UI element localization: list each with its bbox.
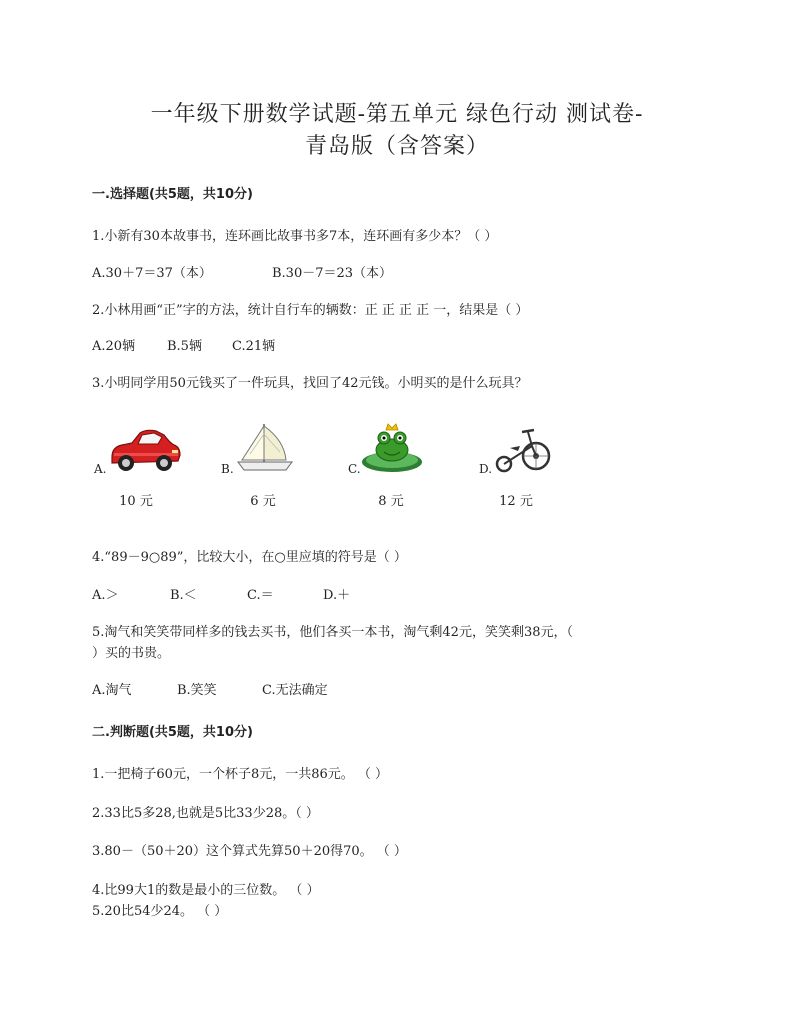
- question-5-option-c: C.无法确定: [262, 683, 328, 698]
- question-4-option-c: C.＝: [247, 588, 274, 603]
- question-4-text: 4.“89－9○89”，比较大小，在○里应填的符号是（ ）: [92, 550, 407, 565]
- question-2-text: 2.小林用画“正”字的方法，统计自行车的辆数：正 正 正 正 一，结果是（ ）: [92, 303, 529, 318]
- judge-1-text: 1.一把椅子60元，一个杯子8元，一共86元。 （ ）: [92, 767, 389, 782]
- red-car-icon: [106, 423, 182, 475]
- question-5-option-b: B.笑笑: [177, 683, 217, 698]
- question-1-option-a: A.30＋7＝37（本）: [92, 266, 212, 281]
- question-4-option-d: D.＋: [323, 588, 351, 603]
- frog-icon: [360, 422, 424, 474]
- section1-heading: 一.选择题(共5题，共10分): [92, 187, 253, 202]
- question-2-option-c: C.21辆: [232, 339, 276, 354]
- page-title-line2: 青岛版（含答案）: [304, 134, 489, 159]
- page-title-line1: 一年级下册数学试题-第五单元 绿色行动 测试卷-: [150, 102, 644, 127]
- toy-a-letter: A.: [94, 462, 107, 476]
- toy-b-letter: B.: [221, 462, 234, 476]
- question-5-text-line2: ）买的书贵。: [92, 646, 171, 661]
- toy-c-price: 8 元: [378, 494, 404, 509]
- question-1-option-b: B.30－7＝23（本）: [272, 266, 393, 281]
- section2-heading: 二.判断题(共5题，共10分): [92, 725, 253, 740]
- sailboat-icon: [234, 422, 296, 474]
- question-4-option-b: B.＜: [170, 588, 197, 603]
- judge-2-text: 2.33比5多28,也就是5比33少28。（ ）: [92, 806, 319, 821]
- toy-c-letter: C.: [348, 462, 361, 476]
- question-3-text: 3.小明同学用50元钱买了一件玩具，找回了42元钱。小明买的是什么玩具？: [92, 376, 528, 391]
- toy-b-price: 6 元: [250, 494, 276, 509]
- judge-4-text: 4.比99大1的数是最小的三位数。 （ ）: [92, 883, 320, 898]
- judge-3-text: 3.80－（50＋20）这个算式先算50＋20得70。 （ ）: [92, 844, 407, 859]
- tricycle-icon: [492, 426, 552, 474]
- judge-5-text: 5.20比54少24。 （ ）: [92, 904, 228, 919]
- question-5-option-a: A.淘气: [92, 683, 132, 698]
- toy-d-letter: D.: [479, 462, 493, 476]
- question-1-text: 1.小新有30本故事书，连环画比故事书多7本，连环画有多少本？（ ）: [92, 229, 498, 244]
- question-2-option-a: A.20辆: [92, 339, 136, 354]
- question-2-option-b: B.5辆: [167, 339, 202, 354]
- toy-d-price: 12 元: [499, 494, 533, 509]
- toy-a-price: 10 元: [119, 494, 153, 509]
- question-5-text-line1: 5.淘气和笑笑带同样多的钱去买书，他们各买一本书，淘气剩42元，笑笑剩38元，（: [92, 625, 573, 640]
- question-4-option-a: A.＞: [92, 588, 119, 603]
